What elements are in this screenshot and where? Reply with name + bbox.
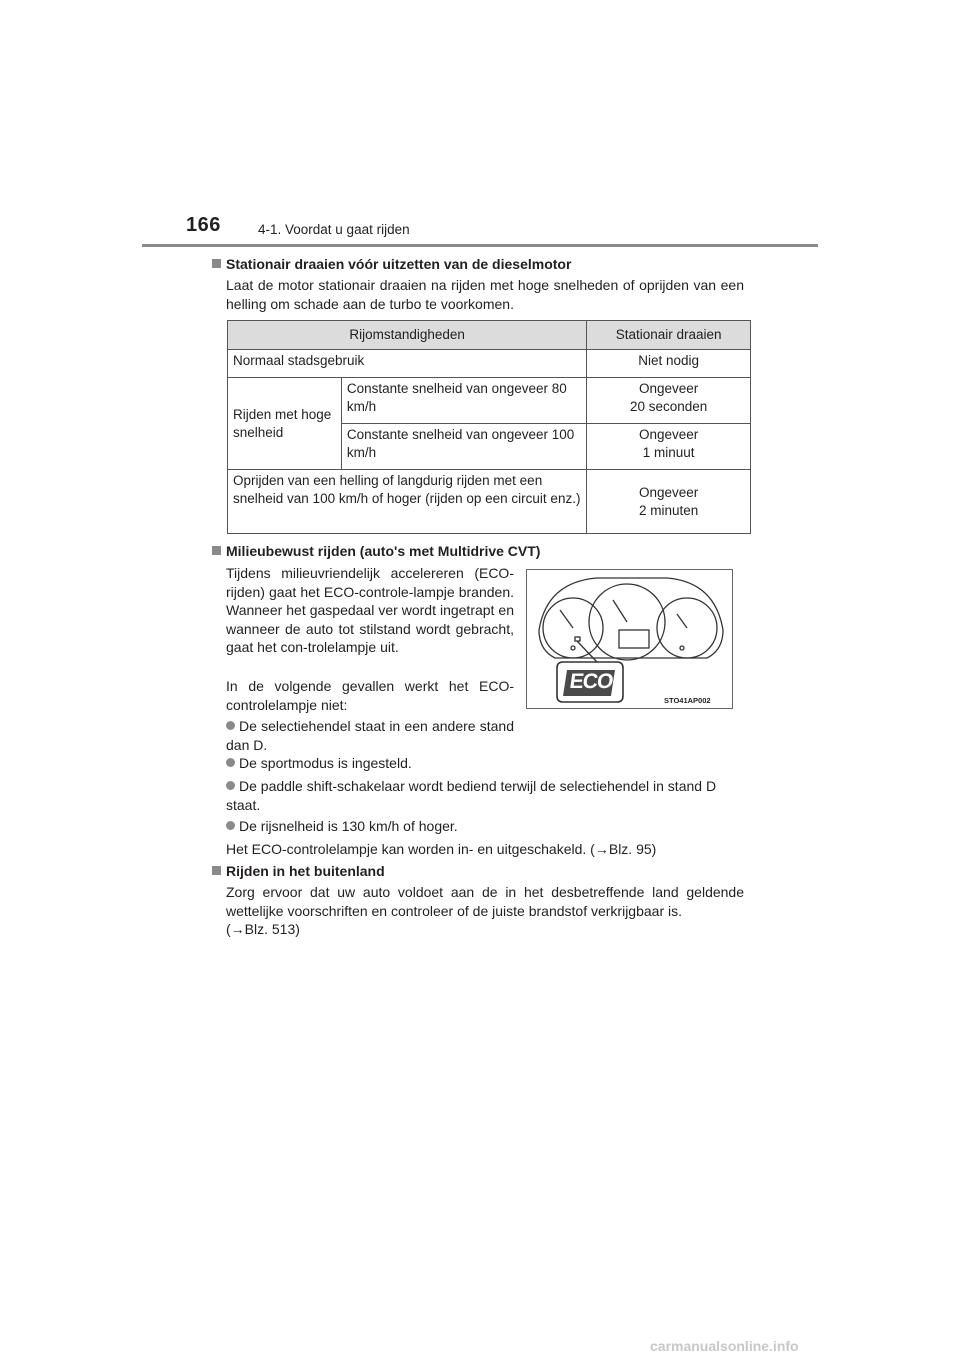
table-row bbox=[228, 350, 751, 378]
table-cell bbox=[587, 424, 751, 470]
cell-line: 20 seconden bbox=[629, 398, 708, 414]
arrow-right-icon: → bbox=[594, 841, 609, 857]
bullet-text: De rijsnelheid is 130 km/h of hoger. bbox=[239, 818, 458, 834]
table-cell: Constante snelheid van ongeveer 80 km/h bbox=[341, 378, 586, 424]
eco-indicator-icon: ECO bbox=[568, 670, 614, 693]
heading-idling bbox=[212, 256, 571, 272]
heading-eco bbox=[212, 543, 540, 559]
square-bullet-icon bbox=[212, 546, 221, 555]
bullet-item bbox=[226, 754, 412, 773]
table-header-conditions: Rijomstandigheden bbox=[228, 321, 587, 350]
page-reference-link[interactable]: Blz. 513) bbox=[244, 921, 300, 937]
eco-toggle-text: Het ECO-controlelampje kan worden in- en uitgeschakeld. ( bbox=[226, 841, 595, 857]
bullet-dot-icon bbox=[226, 758, 235, 767]
cell-line: Ongeveer bbox=[638, 381, 699, 396]
paragraph-eco: Tijdens milieuvriendelijk accelereren (ECO-rijden) gaat het ECO-controle-lampje branden. Wanneer het gaspedaal ver wordt ingetrapt en wanneer de auto tot stilstand wordt gebracht, gaat het con-trolelampje uit. bbox=[226, 565, 514, 655]
table-row bbox=[228, 378, 751, 424]
cell-line: Ongeveer bbox=[638, 485, 699, 500]
ref-open: ( bbox=[226, 921, 231, 937]
heading-eco-text: Milieubewust rijden (auto's met Multidrive CVT) bbox=[226, 543, 541, 559]
heading-idling-text: Stationair draaien vóór uitzetten van de dieselmotor bbox=[226, 256, 572, 272]
bullet-dot-icon bbox=[226, 721, 235, 730]
figure-code: STO41AP002 bbox=[664, 696, 711, 705]
section-title: 4-1. Voordat u gaat rijden bbox=[258, 222, 410, 237]
cell-line: 1 minuut bbox=[642, 444, 695, 460]
cell-line: Ongeveer bbox=[638, 427, 699, 442]
page-header bbox=[0, 0, 960, 250]
header-divider bbox=[142, 244, 818, 247]
bullet-text: De selectiehendel staat in een andere stand dan D. bbox=[226, 718, 514, 753]
table-cell bbox=[587, 378, 751, 424]
bullet-dot-icon bbox=[226, 821, 235, 830]
bullet-text: De paddle shift-schakelaar wordt bediend terwijl de selectiehendel in stand D staat. bbox=[226, 778, 717, 813]
table-row bbox=[228, 470, 751, 534]
heading-abroad bbox=[212, 863, 385, 879]
bullet-dot-icon bbox=[226, 781, 235, 790]
heading-abroad-text: Rijden in het buitenland bbox=[226, 863, 385, 879]
paragraph-idling: Laat de motor stationair draaien na rijden met hoge snelheden of oprijden van een helling om schade aan de turbo te voorkomen. bbox=[226, 277, 744, 312]
cell-line: 2 minuten bbox=[638, 502, 699, 518]
square-bullet-icon bbox=[212, 866, 221, 875]
paragraph-eco-toggle bbox=[226, 840, 756, 859]
bullet-item bbox=[226, 777, 752, 814]
arrow-right-icon: → bbox=[230, 921, 245, 937]
page-reference-link[interactable]: Blz. 95) bbox=[608, 841, 657, 857]
page-number: 166 bbox=[186, 214, 221, 236]
bullet-text: De sportmodus is ingesteld. bbox=[239, 755, 412, 771]
instrument-cluster-figure bbox=[526, 569, 733, 709]
idling-table bbox=[227, 320, 751, 534]
paragraph-eco-2: In de volgende gevallen werkt het ECO-controlelampje niet: bbox=[226, 678, 514, 713]
watermark: carmanualsonline.info bbox=[650, 1338, 799, 1354]
table-cell-group: Rijden met hoge snelheid bbox=[228, 378, 342, 470]
square-bullet-icon bbox=[212, 259, 221, 268]
table-header-row bbox=[228, 321, 751, 350]
table-cell: Normaal stadsgebruik bbox=[228, 350, 587, 378]
paragraph-abroad: Zorg ervoor dat uw auto voldoet aan de in het desbetreffende land geldende wettelijke voorschriften en controleer of de juiste brandstof verkrijgbaar is. bbox=[226, 884, 744, 919]
bullet-item bbox=[226, 717, 514, 754]
instrument-cluster-illustration bbox=[527, 570, 732, 708]
bullet-item bbox=[226, 817, 458, 836]
table-cell: Niet nodig bbox=[587, 350, 751, 378]
table-cell bbox=[587, 470, 751, 534]
paragraph-abroad-ref bbox=[226, 920, 300, 939]
table-cell: Oprijden van een helling of langdurig rijden met een snelheid van 100 km/h of hoger (rijden op een circuit enz.) bbox=[228, 470, 587, 534]
table-cell: Constante snelheid van ongeveer 100 km/h bbox=[341, 424, 586, 470]
table-header-idling: Stationair draaien bbox=[587, 321, 751, 350]
